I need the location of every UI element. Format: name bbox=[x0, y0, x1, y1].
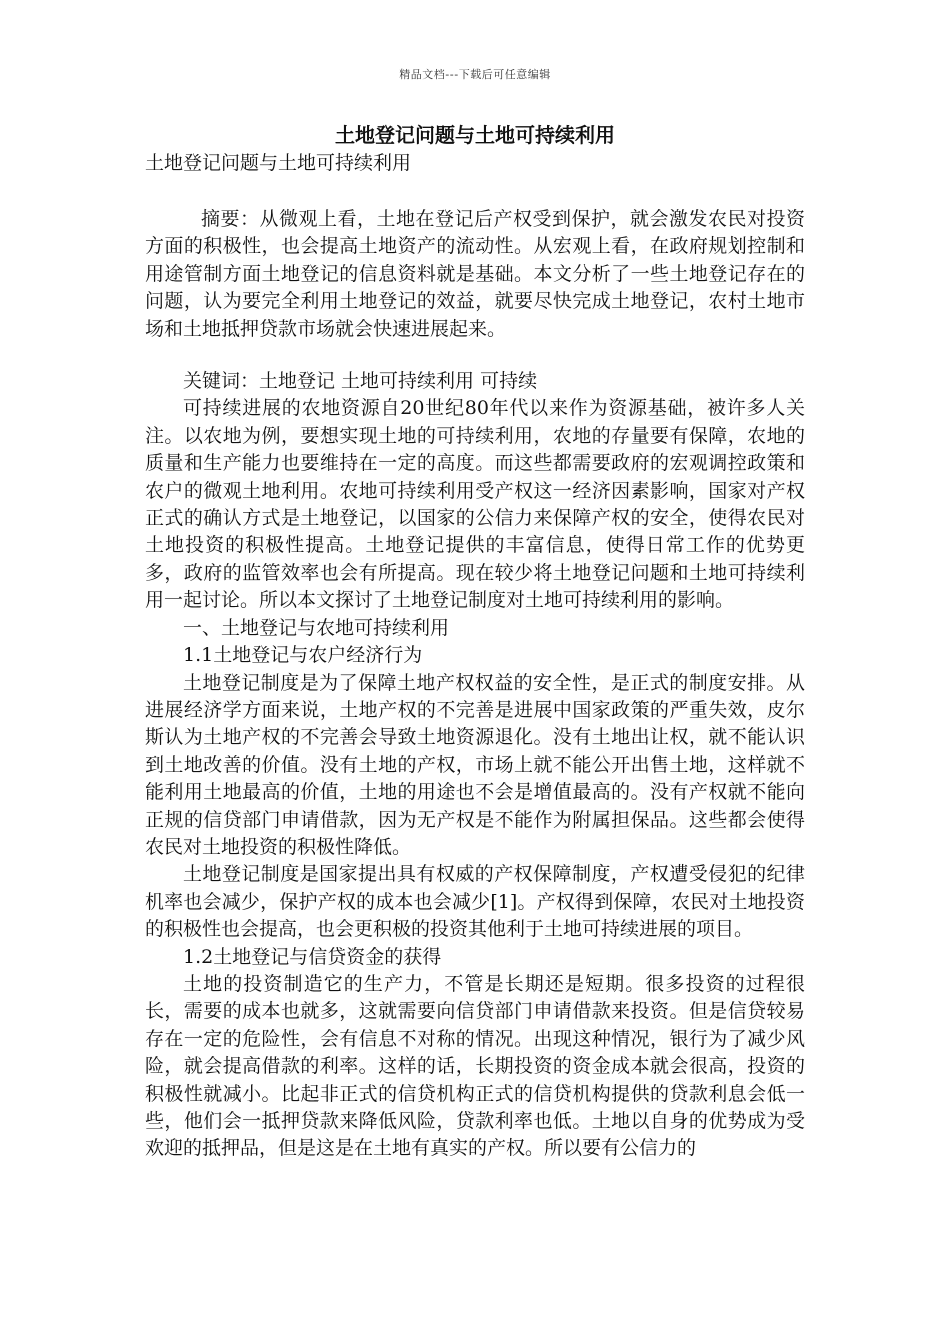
section-1-2-paragraph-1: 土地的投资制造它的生产力，不管是长期还是短期。很多投资的过程很长，需要的成本也就多，这就需要向信贷部门申请借款来投资。但是信贷较易存在一定的危险性，会有信息不对称的情况。出现这种情况，银行为了减少风险，就会提高借款的利率。这样的话，长期投资的资金成本就会很高，投资的积极性就减小。比起非正式的信贷机构正式的信贷机构提供的贷款利息会低一些，他们会一抵押贷款来降低风险，贷款利率也低。土地以自身的优势成为受欢迎的抵押品，但是这是在土地有真实的产权。所以要有公信力的 bbox=[145, 972, 805, 1160]
keywords-line: 关键词：土地登记 土地可持续利用 可持续 bbox=[183, 370, 538, 393]
document-subtitle: 土地登记问题与土地可持续利用 bbox=[145, 152, 412, 174]
document-title: 土地登记问题与土地可持续利用 bbox=[335, 123, 615, 147]
section-1-1-heading: 1.1土地登记与农户经济行为 bbox=[183, 644, 423, 667]
section-1-2-heading: 1.2土地登记与信贷资金的获得 bbox=[183, 945, 442, 968]
intro-paragraph: 可持续进展的农地资源自20世纪80年代以来作为资源基础，被许多人关注。以农地为例，要想实现土地的可持续利用，农地的存量要有保障，农地的质量和生产能力也要维持在一定的高度。而这些都需要政府的宏观调控政策和农户的微观土地利用。农地可持续利用受产权这一经济因素影响，国家对产权正式的确认方式是土地登记，以国家的公信力来保障产权的安全，使得农民对土地投资的积极性提高。土地登记提供的丰富信息，使得日常工作的优势更多，政府的监管效率也会有所提高。现在较少将土地登记问题和土地可持续利用一起讨论。所以本文探讨了土地登记制度对土地可持续利用的影响。 bbox=[145, 397, 805, 612]
section-1-1-paragraph-1: 土地登记制度是为了保障土地产权权益的安全性，是正式的制度安排。从进展经济学方面来说，土地产权的不完善是进展中国家政策的严重失效，皮尔斯认为土地产权的不完善会导致土地资源退化。没有土地出让权，就不能认识到土地改善的价值。没有土地的产权，市场上就不能公开出售土地，这样就不能利用土地最高的价值，土地的用途也不会是增值最高的。没有产权就不能向正规的信贷部门申请借款，因为无产权是不能作为附属担保品。这些都会使得农民对土地投资的积极性降低。 bbox=[145, 671, 805, 858]
document-body bbox=[145, 120, 805, 1163]
section-1-heading: 一、土地登记与农地可持续利用 bbox=[183, 616, 450, 639]
page-header: 精品文档---下载后可任意编辑 bbox=[399, 68, 551, 81]
abstract-paragraph: 摘要：从微观上看，土地在登记后产权受到保护，就会激发农民对投资方面的积极性，也会提高土地资产的流动性。从宏观上看，在政府规划控制和用途管制方面土地登记的信息资料就是基础。本文分析了一些土地登记存在的问题，认为要完全利用土地登记的效益，就要尽快完成土地登记，农村土地市场和土地抵押贷款市场就会快速进展起来。 bbox=[145, 208, 805, 340]
section-1-1-paragraph-2: 土地登记制度是国家提出具有权威的产权保障制度，产权遭受侵犯的纪律机率也会减少，保护产权的成本也会减少[1]。产权得到保障，农民对土地投资的积极性也会提高，也会更积极的投资其他利于土地可持续进展的项目。 bbox=[145, 863, 805, 941]
